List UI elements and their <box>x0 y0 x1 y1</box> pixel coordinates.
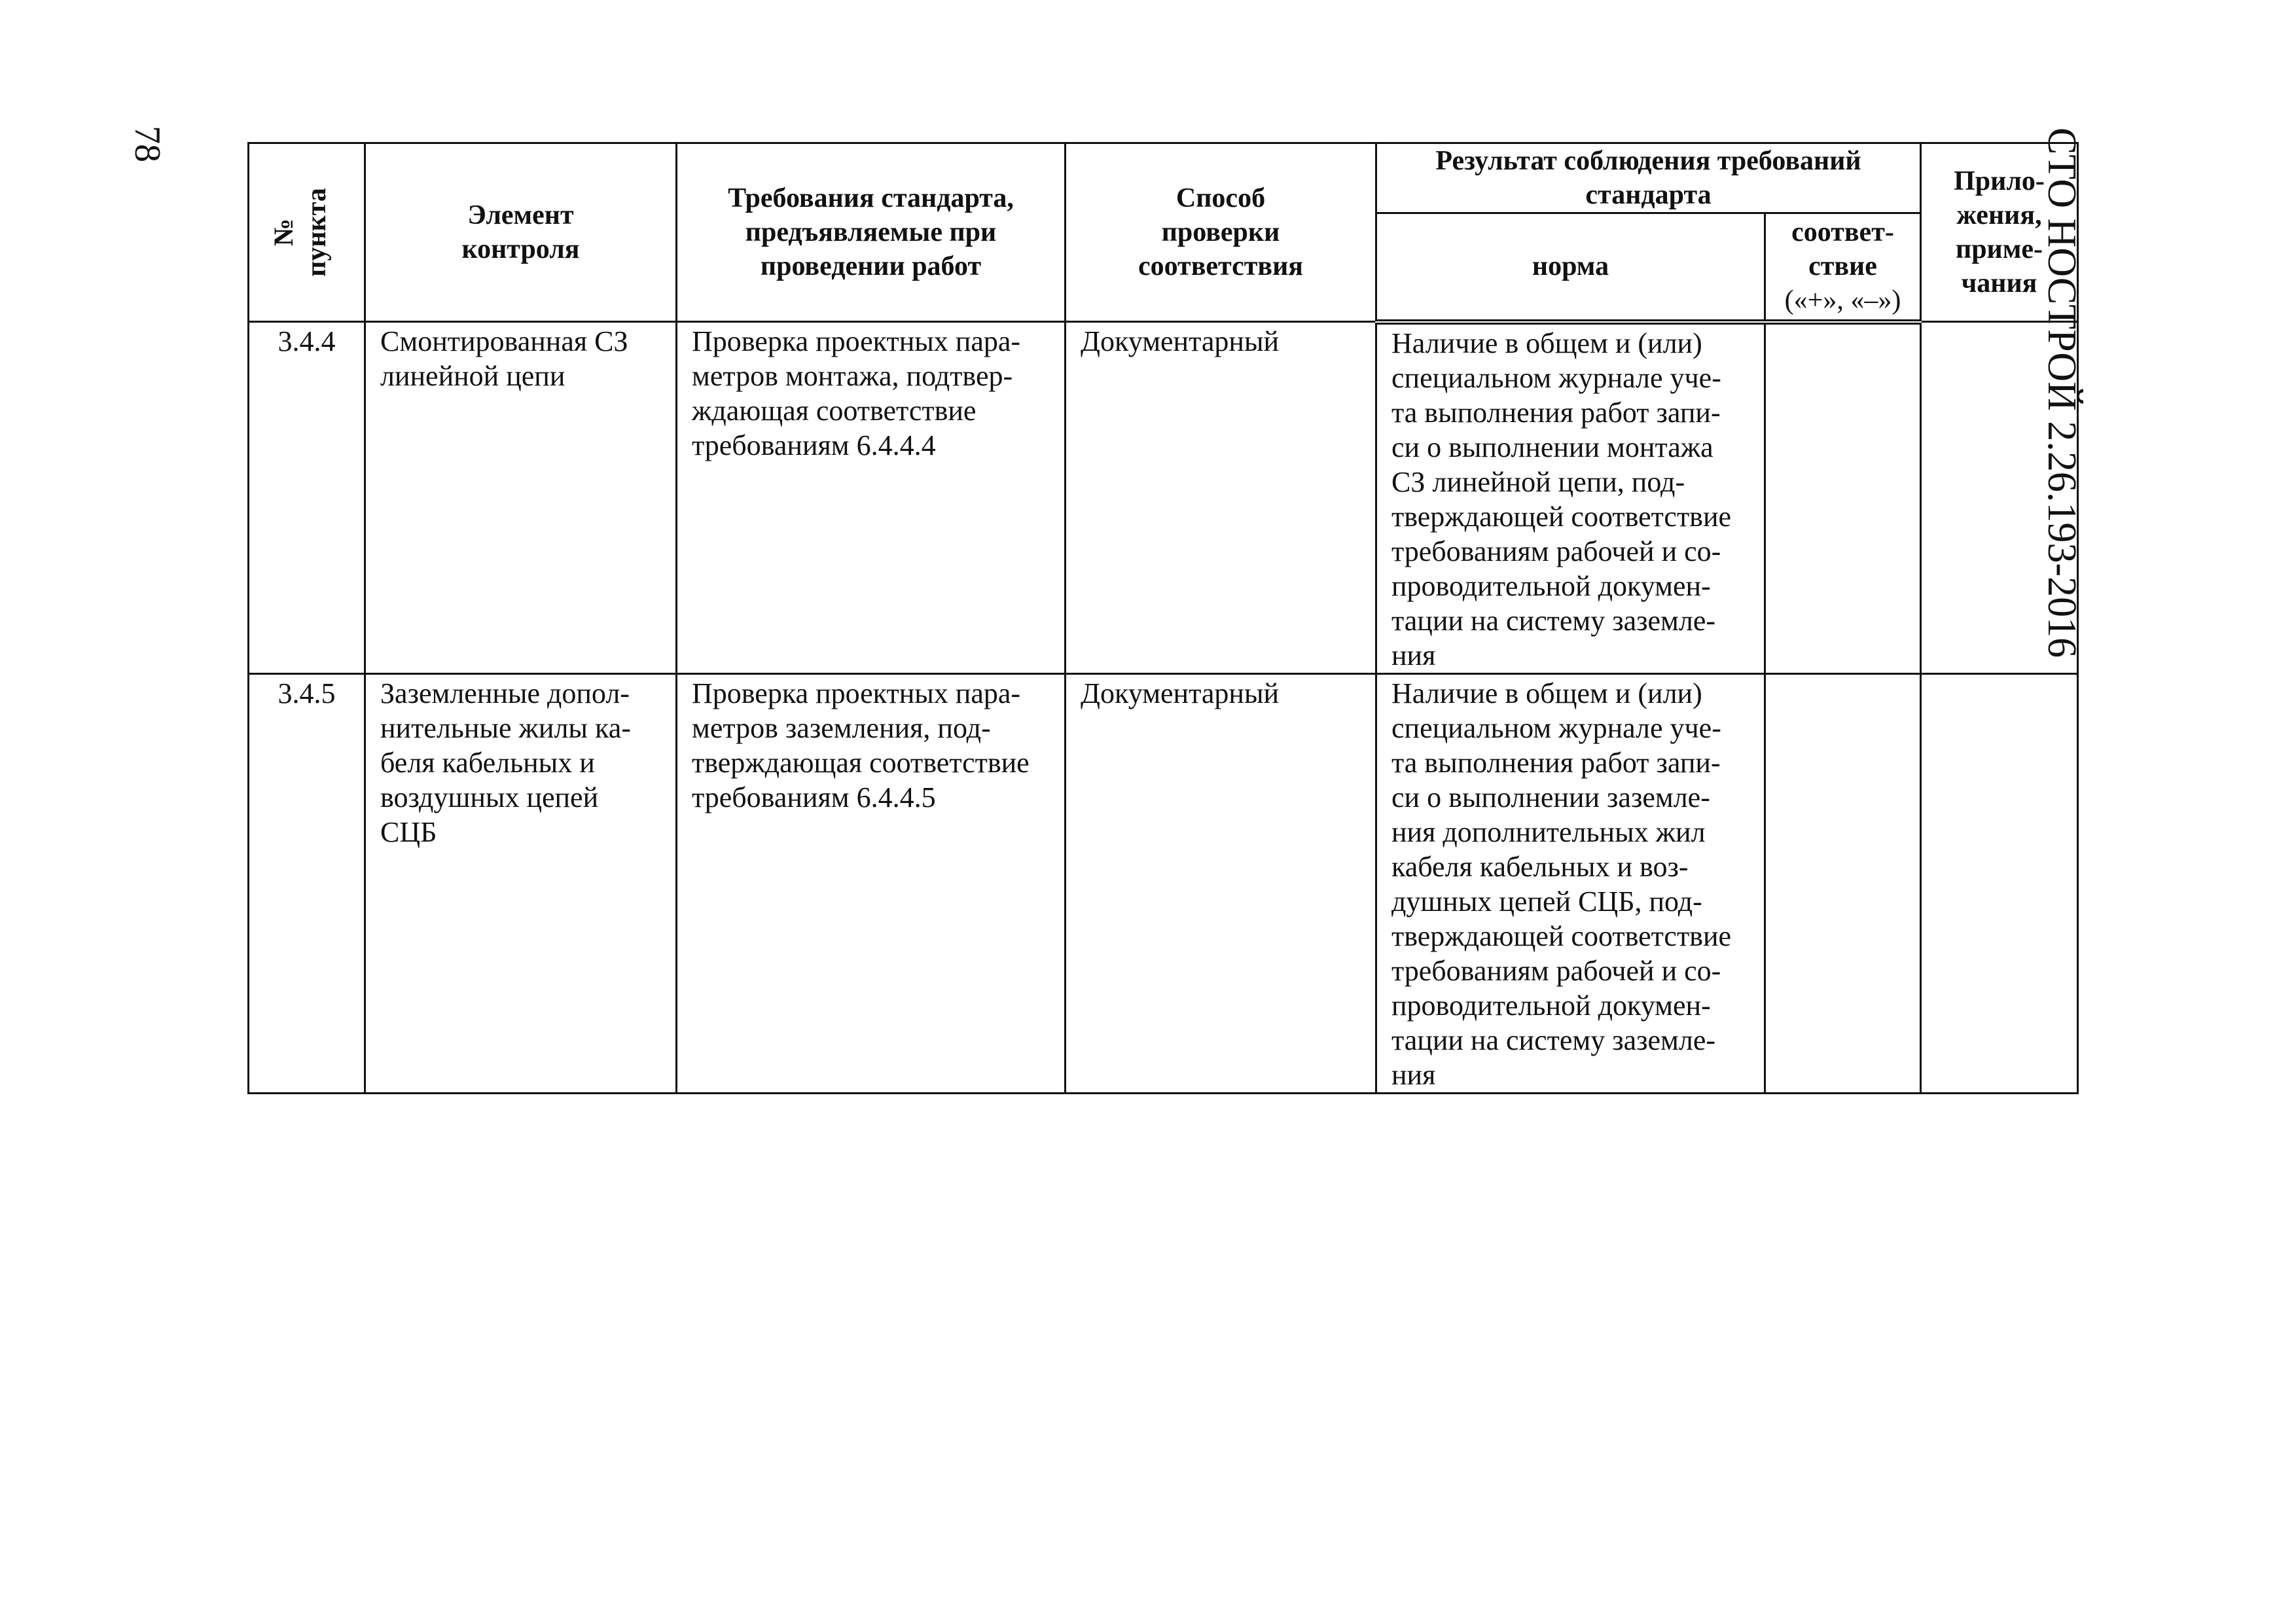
header-norm: норма <box>1376 213 1765 322</box>
header-line: жения, <box>1956 200 2042 230</box>
cell-control-element <box>365 673 677 1093</box>
cell-line: си о выполнении монтажа <box>1391 431 1713 463</box>
cell-line: требованиям 6.4.4.4 <box>692 429 936 461</box>
cell-control-element <box>365 322 677 674</box>
page-number: 78 <box>127 126 168 162</box>
cell-text: 3.4.4 <box>278 325 336 357</box>
inspection-table <box>247 142 2079 1094</box>
header-line: контроля <box>461 234 580 264</box>
cell-norm <box>1376 673 1765 1093</box>
header-item-number <box>249 143 365 322</box>
cell-line: специальном журнале уче- <box>1391 711 1721 744</box>
cell-line: Наличие в общем и (или) <box>1391 677 1702 709</box>
cell-line: тации на систему заземле- <box>1391 1024 1716 1056</box>
cell-line: ния дополнительных жил <box>1391 815 1706 848</box>
cell-line: проводительной докумен- <box>1391 989 1711 1022</box>
cell-line: беля кабельных и <box>380 746 595 779</box>
header-line: предъявляемые при <box>745 217 997 247</box>
document-code: СТО НОСТРОЙ 2.26.193-2016 <box>2039 127 2084 658</box>
header-line: стандарта <box>1585 180 1712 211</box>
header-result-group <box>1376 143 1921 213</box>
cell-line: Проверка проектных пара- <box>692 325 1021 357</box>
cell-line: та выполнения работ запи- <box>1391 396 1721 429</box>
header-item-number-label: пункта <box>301 188 332 277</box>
cell-requirement <box>677 673 1066 1093</box>
cell-line: метров заземления, под- <box>692 711 991 744</box>
cell-line: тверждающая соответствие <box>692 746 1030 779</box>
cell-line: СЦБ <box>380 815 437 848</box>
header-line: соответствия <box>1138 251 1304 281</box>
cell-text <box>1922 675 2077 676</box>
header-line: Результат соблюдения требований <box>1435 146 1861 177</box>
cell-line: тверждающей соответствие <box>1391 919 1732 952</box>
cell-appendix <box>1921 673 2078 1093</box>
header-appendix <box>1921 143 2078 322</box>
cell-compliance <box>1765 322 1921 674</box>
header-row-1 <box>249 143 2078 213</box>
cell-requirement <box>677 322 1066 674</box>
cell-line: СЗ линейной цепи, под- <box>1391 465 1685 498</box>
cell-line: метров монтажа, подтвер- <box>692 360 1013 392</box>
header-line: Прило- <box>1954 166 2045 196</box>
cell-line: тверждающей соответствие <box>1391 500 1732 533</box>
table-row <box>249 322 2078 674</box>
cell-line: требованиям рабочей и со- <box>1391 535 1721 567</box>
cell-check-method <box>1066 673 1376 1093</box>
header-line: соответ- <box>1791 217 1894 248</box>
cell-item-number <box>249 322 365 674</box>
cell-line: линейной цепи <box>380 360 565 392</box>
cell-line: воздушных цепей <box>380 781 599 813</box>
cell-line: Смонтированная СЗ <box>380 325 628 357</box>
header-check-method <box>1066 143 1376 322</box>
cell-line: Наличие в общем и (или) <box>1391 327 1702 359</box>
header-line: чания <box>1961 268 2037 298</box>
cell-line: нительные жилы ка- <box>380 711 631 744</box>
cell-line: ждающая соответствие <box>692 395 977 427</box>
table-row <box>249 673 2078 1093</box>
cell-line: душных цепей СЦБ, под- <box>1391 885 1702 918</box>
cell-line: тации на систему заземле- <box>1391 604 1716 637</box>
header-line: проведении работ <box>760 251 982 281</box>
cell-line: Заземленные допол- <box>380 677 630 709</box>
cell-text <box>1766 675 1920 676</box>
cell-line: Проверка проектных пара- <box>692 677 1021 709</box>
cell-line: требованиям 6.4.4.5 <box>692 781 936 813</box>
cell-line: кабеля кабельных и воз- <box>1391 850 1689 883</box>
header-line: приме- <box>1956 234 2043 264</box>
header-line: Способ <box>1175 183 1266 213</box>
cell-text: 3.4.5 <box>278 677 336 709</box>
cell-norm <box>1376 322 1765 674</box>
header-item-number-symbol: № <box>268 218 299 247</box>
cell-line: ния <box>1391 639 1436 671</box>
header-compliance <box>1765 213 1921 322</box>
cell-check-method <box>1066 322 1376 674</box>
cell-text: Документарный <box>1081 325 1280 357</box>
cell-text <box>1922 323 2077 324</box>
header-line: («+», «–») <box>1784 285 1901 316</box>
cell-line: си о выполнении заземле- <box>1391 781 1710 813</box>
cell-line: специальном журнале уче- <box>1391 361 1721 394</box>
cell-text: Документарный <box>1081 677 1280 709</box>
cell-line: ния <box>1391 1058 1436 1091</box>
cell-compliance <box>1765 673 1921 1093</box>
cell-line: проводительной докумен- <box>1391 569 1711 602</box>
header-line: Требования стандарта, <box>728 183 1014 213</box>
cell-line: требованиям рабочей и со- <box>1391 954 1721 987</box>
cell-line: та выполнения работ запи- <box>1391 746 1721 779</box>
header-line: Элемент <box>467 200 574 230</box>
header-requirements <box>677 143 1066 322</box>
header-control-element <box>365 143 677 322</box>
cell-appendix <box>1921 322 2078 674</box>
header-line: ствие <box>1808 251 1877 282</box>
cell-item-number <box>249 673 365 1093</box>
cell-text <box>1766 325 1920 326</box>
header-line: проверки <box>1161 217 1280 247</box>
